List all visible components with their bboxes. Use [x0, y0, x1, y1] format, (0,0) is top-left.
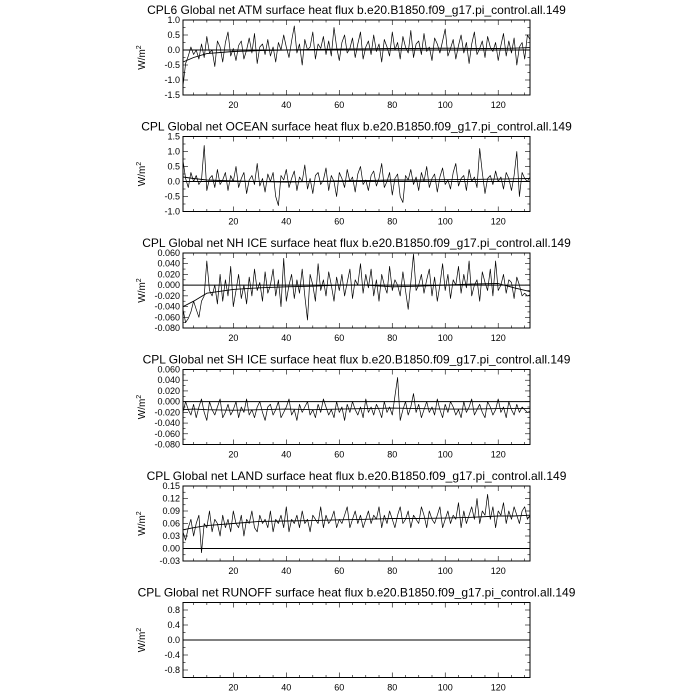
y-axis-label — [136, 45, 148, 70]
x-tick-label: 60 — [334, 216, 345, 227]
y-axis-label-superscript: 2 — [136, 278, 143, 283]
x-tick-label: 80 — [387, 333, 398, 343]
x-tick-label: 60 — [334, 449, 345, 460]
y-tick-label: 0.15 — [162, 481, 180, 491]
chart-title: CPL Global net RUNOFF surface heat flux b.e20.B1850.f09_g17.pi_control.all.149 — [137, 585, 576, 600]
y-tick-label: 0.09 — [162, 506, 180, 516]
y-tick-label: 0.03 — [162, 531, 180, 541]
chart-panel-6 — [136, 586, 576, 693]
x-tick-label: 40 — [281, 333, 292, 343]
y-tick-label: 0.4 — [167, 620, 180, 630]
chart-panel-3 — [136, 236, 571, 343]
y-tick-label: 0.060 — [157, 364, 180, 375]
x-tick-label: 100 — [437, 100, 453, 110]
y-tick-label: 0.5 — [167, 30, 180, 40]
y-tick-label: -0.4 — [164, 650, 180, 660]
y-tick-label: 0.060 — [157, 248, 180, 258]
y-tick-label: 0.020 — [157, 385, 180, 396]
y-tick-label: -0.060 — [154, 428, 180, 439]
x-tick-label: 20 — [228, 216, 239, 227]
y-axis-label-superscript: 2 — [136, 394, 143, 399]
y-tick-label: -0.03 — [159, 556, 180, 566]
y-axis-label — [136, 628, 148, 653]
x-tick-label: 60 — [334, 566, 345, 576]
chart-title: CPL Global net NH ICE surface heat flux b.e20.B1850.f09_g17.pi_control.all.149 — [142, 236, 571, 250]
x-tick-label: 40 — [281, 216, 292, 227]
chart-title: CPL Global net SH ICE surface heat flux b.e20.B1850.f09_g17.pi_control.all.149 — [142, 352, 571, 367]
y-tick-label: 0.000 — [157, 396, 180, 407]
chart-panel-5 — [136, 469, 567, 576]
plot-frame — [183, 370, 530, 445]
x-tick-label: 120 — [490, 100, 506, 110]
y-axis-label-superscript: 2 — [136, 45, 143, 50]
x-tick-label: 100 — [437, 566, 453, 576]
x-tick-label: 60 — [334, 682, 345, 693]
x-tick-label: 40 — [281, 566, 292, 576]
y-tick-label: 0.8 — [167, 605, 180, 615]
raw-series-line — [183, 146, 530, 206]
chart-title: CPL Global net LAND surface heat flux b.e20.B1850.f09_g17.pi_control.all.149 — [146, 469, 567, 483]
y-tick-label: 0.020 — [157, 269, 180, 280]
x-tick-label: 100 — [437, 333, 453, 343]
chart-title: CPL6 Global net ATM surface heat flux b.e20.B1850.f09_g17.pi_control.all.149 — [147, 3, 566, 17]
x-tick-label: 40 — [281, 682, 292, 693]
x-tick-label: 40 — [281, 100, 292, 110]
y-axis-label-text: W/m — [137, 165, 148, 187]
y-axis-label-superscript: 2 — [136, 627, 143, 632]
y-tick-label: 0.0 — [167, 45, 180, 55]
y-axis-label-text: W/m — [137, 631, 148, 653]
y-tick-label: -0.080 — [154, 323, 180, 333]
x-tick-label: 20 — [228, 449, 239, 460]
chart-panel-1 — [136, 3, 566, 110]
x-tick-label: 60 — [334, 333, 345, 343]
x-tick-label: 120 — [490, 333, 506, 343]
y-tick-label: -0.080 — [154, 439, 180, 450]
y-axis-label-text: W/m — [137, 49, 148, 70]
y-tick-label: -0.8 — [164, 665, 180, 675]
raw-series-line — [183, 378, 530, 421]
y-axis-label-text: W/m — [137, 398, 148, 420]
y-tick-label: -1.5 — [164, 90, 180, 100]
x-tick-label: 80 — [387, 216, 398, 227]
x-tick-label: 20 — [228, 566, 239, 576]
y-tick-label: -1.0 — [164, 206, 180, 217]
y-tick-label: 0.0 — [167, 635, 180, 645]
x-tick-label: 40 — [281, 449, 292, 460]
y-axis-label-superscript: 2 — [136, 161, 143, 166]
raw-series-line — [183, 26, 530, 86]
y-tick-label: 0.0 — [167, 176, 180, 187]
raw-series-line — [183, 254, 530, 323]
y-tick-label: 0.06 — [162, 518, 180, 529]
x-tick-label: 120 — [490, 566, 506, 576]
y-tick-label: 1.0 — [167, 15, 180, 25]
y-axis-label — [136, 395, 148, 420]
x-tick-label: 120 — [490, 682, 506, 693]
y-axis-label-superscript: 2 — [136, 511, 143, 516]
x-tick-label: 80 — [387, 682, 398, 693]
y-tick-label: -0.060 — [154, 312, 180, 323]
x-tick-label: 80 — [387, 449, 398, 460]
y-tick-label: 0.040 — [157, 375, 180, 386]
y-tick-label: -0.040 — [154, 301, 180, 312]
y-axis-label — [136, 162, 148, 187]
x-tick-label: 100 — [437, 216, 453, 227]
chart-title: CPL Global net OCEAN surface heat flux b.e20.B1850.f09_g17.pi_control.all.149 — [141, 119, 572, 134]
y-axis-label-text: W/m — [137, 282, 148, 303]
y-tick-label: 1.0 — [167, 146, 180, 157]
x-tick-label: 120 — [490, 449, 506, 460]
x-tick-label: 20 — [228, 100, 239, 110]
y-tick-label: -0.020 — [154, 407, 180, 418]
x-tick-label: 100 — [437, 449, 453, 460]
x-tick-label: 120 — [490, 216, 506, 227]
y-tick-label: 0.12 — [162, 493, 180, 504]
y-axis-label — [136, 511, 148, 536]
y-tick-label: 0.040 — [157, 258, 180, 269]
y-axis-label-text: W/m — [137, 515, 148, 536]
x-tick-label: 80 — [387, 566, 398, 576]
y-tick-label: -0.020 — [154, 290, 180, 301]
y-tick-label: 0.5 — [167, 161, 180, 172]
y-tick-label: 1.5 — [167, 131, 180, 142]
y-tick-label: -0.040 — [154, 418, 180, 429]
x-tick-label: 80 — [387, 100, 398, 110]
chart-panel-2 — [136, 120, 572, 227]
y-axis-label — [136, 278, 148, 303]
y-tick-label: 0.000 — [157, 280, 180, 291]
y-tick-label: -0.5 — [164, 191, 180, 202]
x-tick-label: 20 — [228, 682, 239, 693]
chart-panel-4 — [136, 353, 571, 460]
y-tick-label: 0.00 — [162, 543, 180, 554]
y-tick-label: -1.0 — [164, 75, 180, 85]
x-tick-label: 100 — [437, 682, 453, 693]
x-tick-label: 60 — [334, 100, 345, 110]
y-tick-label: -0.5 — [164, 60, 180, 70]
x-tick-label: 20 — [228, 333, 239, 343]
plot-frame — [183, 253, 530, 328]
